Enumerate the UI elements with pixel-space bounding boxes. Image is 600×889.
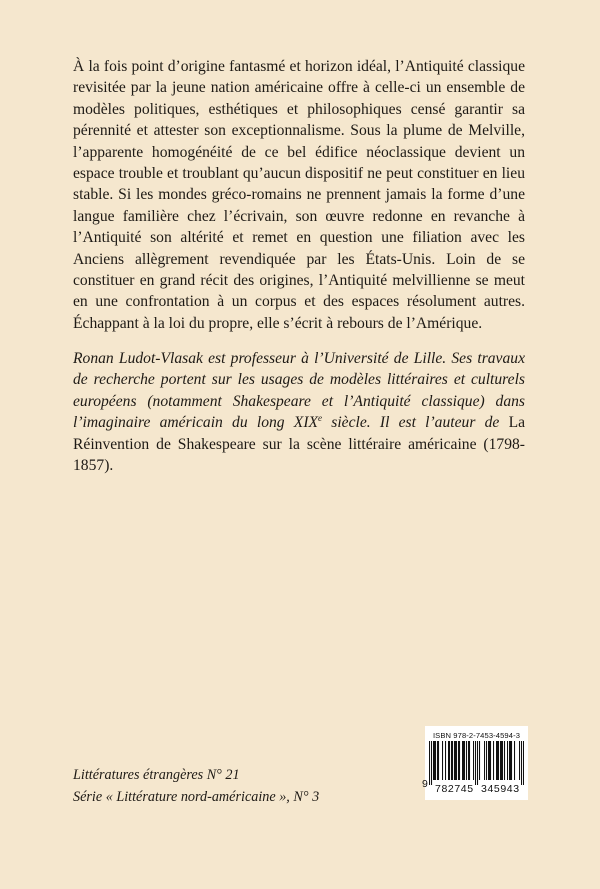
barcode-block — [422, 726, 528, 800]
barcode-bar — [501, 741, 502, 780]
barcode-bar — [454, 741, 455, 780]
barcode-bar — [486, 741, 487, 780]
century-superscript: e — [318, 413, 323, 424]
isbn-label: ISBN 978-2-7453-4594-3 — [432, 731, 521, 740]
ean-first-digit: 9 — [422, 778, 428, 790]
barcode-bar — [519, 741, 520, 780]
barcode-bar — [462, 741, 463, 780]
bio-text-continued: siècle. Il est l’auteur de — [322, 414, 509, 432]
barcode-bar — [504, 741, 505, 780]
book-title: La Réinvention de Shakespeare sur la scène littéraire américaine (1798-1857). — [73, 414, 526, 475]
barcode-bar — [449, 741, 450, 780]
barcode-bar — [429, 741, 430, 785]
barcode-bar — [509, 741, 510, 780]
barcode-bar — [521, 741, 522, 785]
ean-group-2: 345943 — [481, 783, 520, 795]
barcode-icon — [429, 741, 524, 785]
barcode-bar — [464, 741, 465, 780]
series-line-2: Série « Littérature nord-américaine », N° 3 — [73, 789, 320, 805]
barcode-bar — [451, 741, 452, 780]
barcode-bar — [488, 741, 489, 780]
blurb-paragraph: À la fois point d’origine fantasmé et horizon idéal, l’Antiquité classique revisitée par la jeune nation américaine offre à celle-ci un ensemble de modèles politiques, esthétiques et philosophiques censé garantir sa pérennité et attester son exceptionnalisme. Sous la plume de Melville, l’apparente homogénéité de ce bel édifice néoclassique devient un espace trouble et troublant qu’aucun dispositif ne peut constituer en lieu stable. Si les mondes gréco-romains ne prennent jamais la forme d’une langue familière chez l’écrivain, son œuvre redonne en revanche à l’Antiquité son altérité et remet en question une filiation avec les Anciens allègrement revendiquée par les États-Unis. Loin de se constituer en grand récit des origines, l’Antiquité melvillienne se meut en une confrontation à un corpus et des espaces résolument autres. Échappant à la loi du propre, elle s’écrit à rebours de l’Amérique. — [73, 58, 525, 332]
barcode-bar — [484, 741, 485, 780]
bio-text: Ronan Ludot-Vlasak est professeur à l’Université de Lille. Ses travaux de recherche portent sur les usages de modèles littéraires et culturels européens (notamment Shakespeare et l’Antiquité classique) dans l’imaginaire américain du long XIX — [73, 350, 525, 432]
barcode-bar — [466, 741, 467, 780]
ean-group-1: 782745 — [435, 783, 474, 795]
barcode-bar — [463, 741, 464, 780]
barcode-bar — [445, 741, 446, 780]
barcode-bar — [523, 741, 524, 785]
barcode-bar — [437, 741, 438, 780]
barcode-bar — [489, 741, 490, 780]
barcode-bar — [498, 741, 499, 780]
barcode-bar — [442, 741, 443, 780]
barcode-bar — [496, 741, 497, 780]
barcode-bar — [459, 741, 460, 780]
barcode-bar — [435, 741, 436, 780]
barcode-bar — [438, 741, 439, 780]
barcode-bar — [475, 741, 476, 785]
series-info — [73, 764, 319, 808]
barcode-bar — [458, 741, 459, 780]
barcode-bar — [479, 741, 480, 780]
barcode-bar — [490, 741, 491, 780]
barcode-bar — [497, 741, 498, 780]
barcode-bar — [500, 741, 501, 780]
barcode-bar — [473, 741, 474, 780]
barcode-bar — [502, 741, 503, 780]
barcode-bar — [511, 741, 512, 780]
barcode-bar — [431, 741, 432, 785]
series-line-1: Littératures étrangères N° 21 — [73, 767, 240, 783]
barcode-bar — [493, 741, 494, 780]
barcode-bar — [452, 741, 453, 780]
barcode-bar — [433, 741, 434, 780]
barcode-bar — [468, 741, 469, 780]
barcode-bar — [448, 741, 449, 780]
barcode-bar — [477, 741, 478, 785]
barcode-bar — [510, 741, 511, 780]
barcode-bar — [456, 741, 457, 780]
author-bio — [73, 348, 525, 476]
barcode-bar — [434, 741, 435, 780]
barcode-bar — [455, 741, 456, 780]
barcode-bar — [469, 741, 470, 780]
barcode-bar — [514, 741, 515, 780]
barcode-bar — [507, 741, 508, 780]
